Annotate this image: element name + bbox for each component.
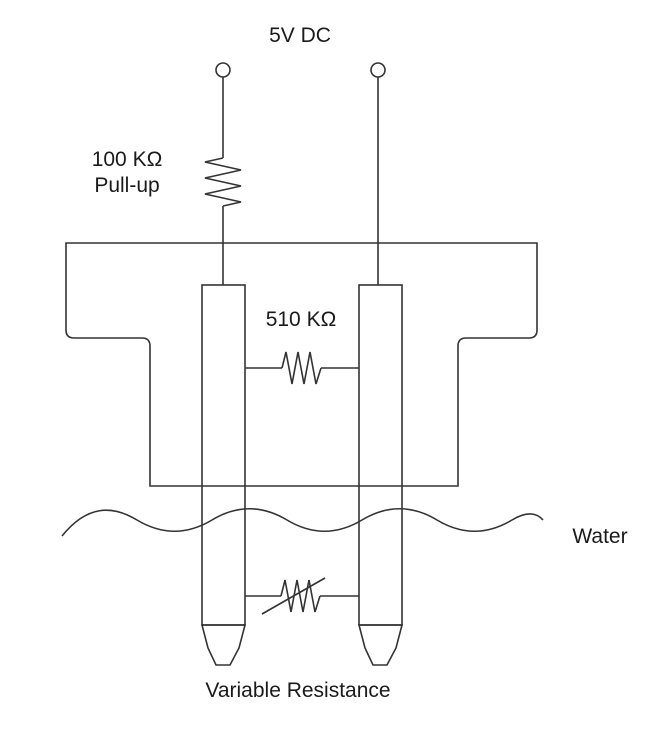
right-probe [359, 285, 402, 625]
right-probe-tip [359, 625, 402, 665]
probe-housing [66, 243, 537, 486]
fixed-resistor-label: 510 KΩ [265, 308, 337, 331]
right-supply-terminal [371, 63, 385, 77]
left-probe-tip [202, 625, 245, 665]
pullup-label-type: Pull-up [94, 174, 160, 197]
water-surface-wave [62, 509, 543, 536]
left-probe [202, 285, 245, 625]
fixed-resistor [282, 352, 321, 384]
pullup-label-value: 100 KΩ [91, 148, 163, 171]
supply-label: 5V DC [269, 24, 331, 47]
water-label: Water [572, 525, 628, 548]
pullup-resistor [205, 158, 241, 206]
variable-resistance-label: Variable Resistance [205, 679, 391, 702]
left-supply-terminal [216, 63, 230, 77]
